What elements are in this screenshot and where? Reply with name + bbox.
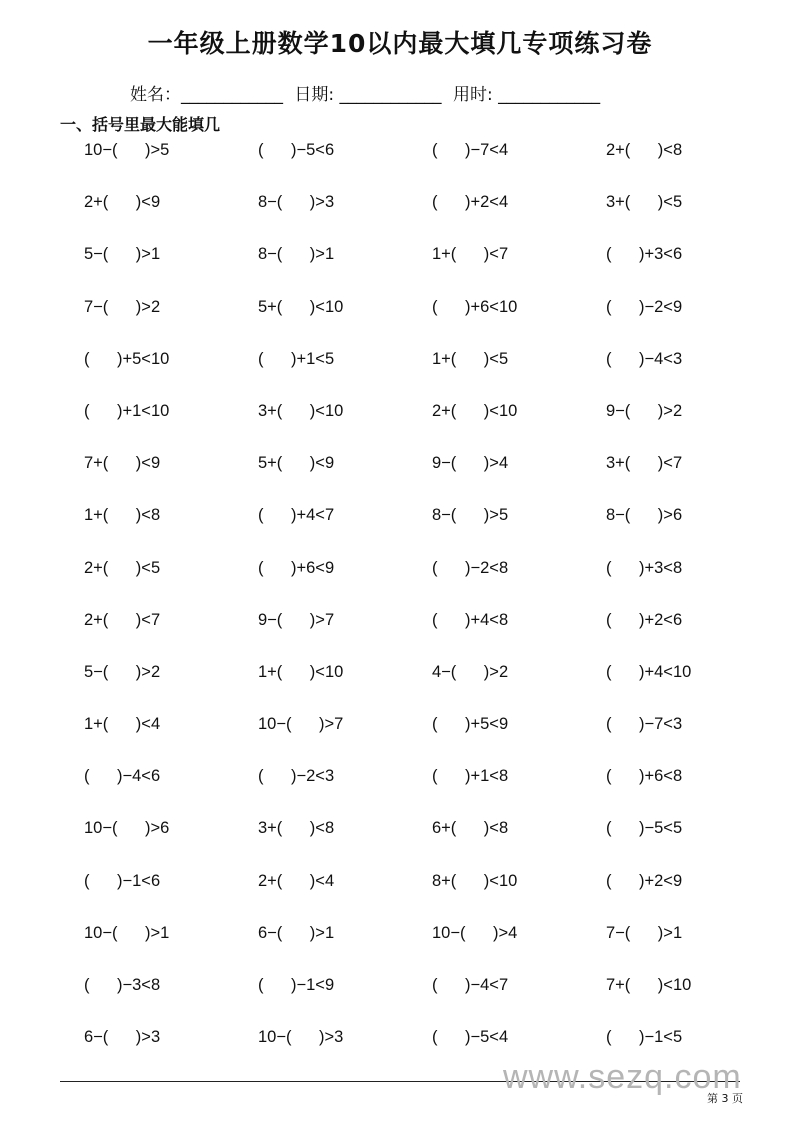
- exercise-item: ( )+1<8: [432, 767, 509, 786]
- exercise-row: [84, 924, 784, 976]
- exercise-item: 7−( )>2: [84, 297, 161, 316]
- exercise-item: 1+( )<5: [432, 349, 509, 368]
- exercise-row: [84, 245, 784, 297]
- exercise-item: ( )−4<7: [432, 976, 509, 994]
- exercise-item: 8−( )>1: [258, 245, 335, 264]
- exercise-item: 9−( )>7: [258, 610, 335, 629]
- exercise-item: 10−( )>3: [258, 1028, 344, 1047]
- exercise-item: ( )+4<7: [258, 506, 335, 525]
- exercise-item: ( )+6<9: [258, 558, 335, 577]
- page-number: 第 3 页: [707, 1092, 743, 1105]
- exercise-row: [84, 298, 784, 350]
- exercise-row: [84, 193, 784, 245]
- exercise-item: ( )+2<4: [432, 193, 509, 212]
- exercise-item: 8−( )>5: [432, 506, 509, 525]
- exercise-item: 1+( )<7: [432, 245, 509, 264]
- exercise-item: ( )−7<4: [432, 141, 509, 159]
- exercise-item: 5+( )<10: [258, 297, 344, 316]
- exercise-row: [84, 872, 784, 924]
- exercise-item: ( )−1<9: [258, 976, 335, 994]
- exercise-item: ( )−4<3: [606, 349, 683, 368]
- exercise-item: 7−( )>1: [606, 923, 683, 942]
- name-field: 姓名：____________: [130, 85, 283, 105]
- exercise-row: [84, 715, 784, 767]
- exercise-item: ( )−1<6: [84, 871, 161, 890]
- exercise-item: ( )−4<6: [84, 767, 161, 786]
- exercise-item: 1+( )<4: [84, 715, 161, 734]
- watermark: www.sezq.com: [503, 1058, 742, 1096]
- exercise-item: ( )+5<9: [432, 715, 509, 734]
- exercise-item: 3+( )<10: [258, 401, 344, 420]
- exercise-item: 2+( )<5: [84, 558, 161, 577]
- exercise-item: 10−( )>6: [84, 819, 170, 838]
- exercise-item: ( )+3<6: [606, 245, 683, 264]
- exercise-item: 2+( )<4: [258, 871, 335, 890]
- exercise-item: ( )−3<8: [84, 976, 161, 994]
- exercise-item: ( )+1<10: [84, 401, 170, 420]
- exercise-item: 7+( )<10: [606, 976, 692, 994]
- exercise-item: 2+( )<7: [84, 610, 161, 629]
- exercise-item: ( )−2<8: [432, 558, 509, 577]
- exercise-item: 6+( )<8: [432, 819, 509, 838]
- exercise-item: 8−( )>3: [258, 193, 335, 212]
- exercise-item: ( )−7<3: [606, 715, 683, 734]
- exercise-item: ( )−1<5: [606, 1028, 683, 1047]
- exercise-item: 7+( )<9: [84, 454, 161, 473]
- exercise-item: 4−( )>2: [432, 662, 509, 681]
- exercise-row: [84, 454, 784, 506]
- exercise-item: ( )−5<5: [606, 819, 683, 838]
- exercise-item: ( )+6<10: [432, 297, 518, 316]
- exercise-item: ( )+6<8: [606, 767, 683, 786]
- exercise-item: ( )+4<8: [432, 610, 509, 629]
- date-field: 日期: ____________: [294, 85, 442, 105]
- exercise-item: ( )+2<6: [606, 610, 683, 629]
- exercise-item: ( )+1<5: [258, 349, 335, 368]
- exercise-item: 8+( )<10: [432, 871, 518, 890]
- exercise-item: 5−( )>2: [84, 662, 161, 681]
- time-field: 用时: ____________: [452, 85, 601, 105]
- exercise-item: ( )−2<3: [258, 767, 335, 786]
- exercise-item: 5−( )>1: [84, 245, 161, 264]
- exercise-item: ( )+2<9: [606, 871, 683, 890]
- exercise-row: [84, 976, 784, 1028]
- exercise-row: [84, 819, 784, 871]
- exercise-row: [84, 611, 784, 663]
- exercise-item: 2+( )<9: [84, 193, 161, 212]
- exercise-item: ( )+3<8: [606, 558, 683, 577]
- exercise-grid: [84, 141, 784, 1080]
- exercise-item: ( )+5<10: [84, 349, 170, 368]
- exercise-item: 6−( )>3: [84, 1028, 161, 1047]
- exercise-item: 3+( )<7: [606, 454, 683, 473]
- exercise-item: 2+( )<10: [432, 401, 518, 420]
- exercise-row: [84, 141, 784, 193]
- exercise-item: 1+( )<10: [258, 662, 344, 681]
- exercise-item: 6−( )>1: [258, 923, 335, 942]
- exercise-item: ( )+4<10: [606, 662, 692, 681]
- exercise-item: ( )−2<9: [606, 297, 683, 316]
- exercise-item: ( )−5<4: [432, 1028, 509, 1047]
- exercise-item: 3+( )<5: [606, 193, 683, 212]
- exercise-item: 10−( )>5: [84, 141, 170, 159]
- exercise-item: 1+( )<8: [84, 506, 161, 525]
- exercise-row: [84, 559, 784, 611]
- page-title: 一年级上册数学10以内最大填几专项练习卷: [147, 29, 653, 58]
- exercise-item: 10−( )>7: [258, 715, 344, 734]
- exercise-item: 9−( )>2: [606, 401, 683, 420]
- exercise-item: 10−( )>4: [432, 923, 518, 942]
- exercise-item: 2+( )<8: [606, 141, 683, 159]
- exercise-item: 8−( )>6: [606, 506, 683, 525]
- exercise-item: 9−( )>4: [432, 454, 509, 473]
- exercise-row: [84, 506, 784, 558]
- exercise-row: [84, 663, 784, 715]
- exercise-item: 10−( )>1: [84, 923, 170, 942]
- exercise-item: 3+( )<8: [258, 819, 335, 838]
- exercise-row: [84, 402, 784, 454]
- student-info: [130, 80, 606, 105]
- exercise-item: ( )−5<6: [258, 141, 335, 159]
- exercise-item: 5+( )<9: [258, 454, 335, 473]
- exercise-row: [84, 350, 784, 402]
- exercise-row: [84, 767, 784, 819]
- section-title: 一、括号里最大能填几: [60, 115, 221, 134]
